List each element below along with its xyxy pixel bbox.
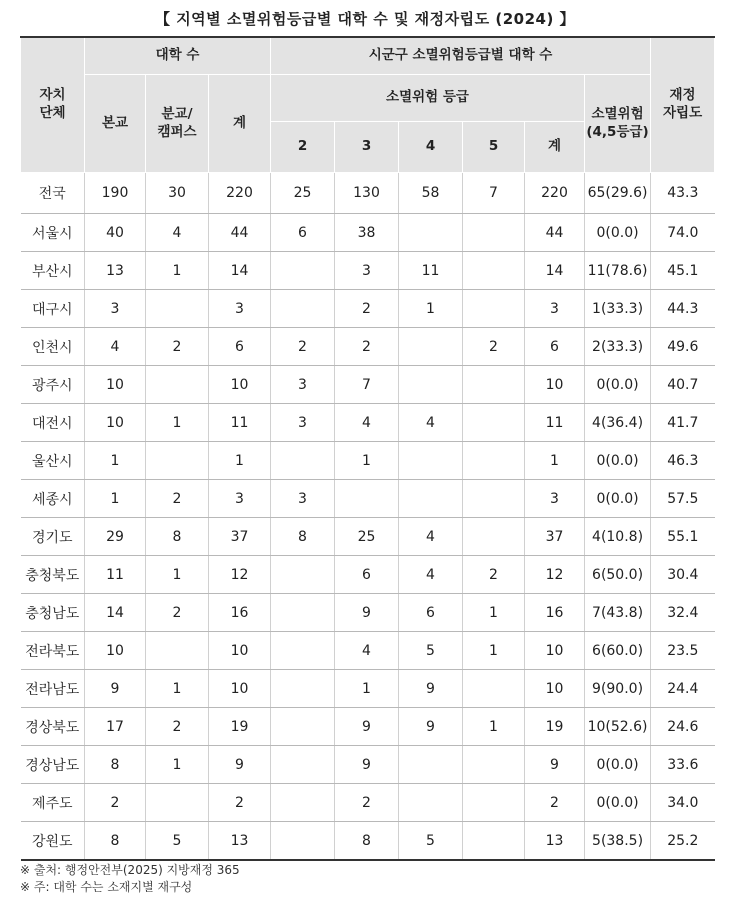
cell-main-campus: 14 [85, 594, 146, 632]
cell-main-campus: 17 [85, 708, 146, 746]
cell-region: 부산시 [21, 252, 85, 290]
table-row [21, 670, 715, 708]
cell-grade-total: 2 [525, 784, 585, 822]
cell-branch: 1 [146, 556, 209, 594]
cell-fiscal: 33.6 [651, 746, 715, 784]
cell-grade-5 [463, 670, 525, 708]
cell-risk45: 9(90.0) [585, 670, 651, 708]
table-title: 【 지역별 소멸위험등급별 대학 수 및 재정자립도 (2024) 】 [154, 10, 576, 28]
cell-grade-total: 3 [525, 290, 585, 328]
cell-grade-4: 4 [399, 404, 463, 442]
cell-branch: 1 [146, 670, 209, 708]
cell-grade-total: 9 [525, 746, 585, 784]
cell-total: 10 [209, 670, 271, 708]
cell-grade-5 [463, 404, 525, 442]
cell-main-campus: 8 [85, 746, 146, 784]
cell-risk45: 5(38.5) [585, 822, 651, 861]
table-row [21, 746, 715, 784]
cell-main-campus: 2 [85, 784, 146, 822]
cell-total: 37 [209, 518, 271, 556]
cell-grade-5 [463, 366, 525, 404]
cell-risk45: 65(29.6) [585, 173, 651, 214]
cell-grade-total: 6 [525, 328, 585, 366]
cell-region: 인천시 [21, 328, 85, 366]
cell-risk45: 0(0.0) [585, 366, 651, 404]
cell-grade-total: 10 [525, 670, 585, 708]
cell-main-campus: 10 [85, 366, 146, 404]
table-row [21, 173, 715, 214]
table-row [21, 480, 715, 518]
cell-grade-5 [463, 252, 525, 290]
cell-grade-total: 37 [525, 518, 585, 556]
header-grade-2: 2 [271, 122, 335, 173]
header-grade-total: 계 [525, 122, 585, 173]
cell-grade-4 [399, 442, 463, 480]
cell-branch: 30 [146, 173, 209, 214]
cell-fiscal: 41.7 [651, 404, 715, 442]
cell-total: 3 [209, 480, 271, 518]
cell-risk45: 0(0.0) [585, 746, 651, 784]
cell-fiscal: 46.3 [651, 442, 715, 480]
header-branch-line2: 캠퍼스 [157, 123, 197, 140]
cell-risk45: 0(0.0) [585, 442, 651, 480]
cell-grade-2 [271, 670, 335, 708]
cell-risk45: 4(36.4) [585, 404, 651, 442]
cell-region: 대전시 [21, 404, 85, 442]
cell-risk45: 1(33.3) [585, 290, 651, 328]
cell-grade-total: 11 [525, 404, 585, 442]
cell-grade-total: 19 [525, 708, 585, 746]
table-header [21, 37, 715, 173]
cell-total: 14 [209, 252, 271, 290]
cell-grade-5: 1 [463, 708, 525, 746]
header-region-line1: 자치 [39, 87, 66, 104]
cell-grade-3: 2 [335, 784, 399, 822]
header-risk45 [585, 75, 651, 173]
cell-risk45: 6(50.0) [585, 556, 651, 594]
cell-grade-2: 2 [271, 328, 335, 366]
cell-region: 세종시 [21, 480, 85, 518]
cell-region: 울산시 [21, 442, 85, 480]
cell-grade-5: 2 [463, 328, 525, 366]
cell-grade-4: 4 [399, 518, 463, 556]
cell-branch: 2 [146, 480, 209, 518]
table-row [21, 442, 715, 480]
footnotes [20, 862, 240, 896]
cell-total: 44 [209, 214, 271, 252]
cell-fiscal: 49.6 [651, 328, 715, 366]
cell-branch: 2 [146, 708, 209, 746]
cell-grade-5 [463, 290, 525, 328]
cell-grade-4: 4 [399, 556, 463, 594]
cell-branch [146, 784, 209, 822]
cell-grade-total: 3 [525, 480, 585, 518]
cell-grade-3: 4 [335, 632, 399, 670]
cell-branch: 1 [146, 746, 209, 784]
cell-region: 전라남도 [21, 670, 85, 708]
cell-fiscal: 40.7 [651, 366, 715, 404]
table-row [21, 784, 715, 822]
cell-grade-2 [271, 252, 335, 290]
header-branch [146, 75, 209, 173]
cell-branch: 1 [146, 252, 209, 290]
cell-region: 경기도 [21, 518, 85, 556]
cell-grade-5 [463, 784, 525, 822]
cell-grade-2: 3 [271, 404, 335, 442]
header-risk45-line2: (4,5등급) [586, 123, 649, 140]
cell-grade-2 [271, 556, 335, 594]
header-region [21, 37, 85, 173]
cell-main-campus: 190 [85, 173, 146, 214]
cell-risk45: 6(60.0) [585, 632, 651, 670]
cell-grade-total: 16 [525, 594, 585, 632]
cell-total: 19 [209, 708, 271, 746]
cell-grade-3: 2 [335, 328, 399, 366]
cell-grade-4: 11 [399, 252, 463, 290]
cell-grade-4: 1 [399, 290, 463, 328]
cell-fiscal: 24.6 [651, 708, 715, 746]
cell-grade-4: 5 [399, 632, 463, 670]
cell-region: 강원도 [21, 822, 85, 861]
cell-region: 제주도 [21, 784, 85, 822]
header-total: 계 [209, 75, 271, 173]
cell-grade-2 [271, 784, 335, 822]
cell-grade-4: 6 [399, 594, 463, 632]
cell-grade-3: 130 [335, 173, 399, 214]
cell-grade-5: 1 [463, 632, 525, 670]
cell-grade-total: 12 [525, 556, 585, 594]
cell-fiscal: 57.5 [651, 480, 715, 518]
cell-grade-total: 1 [525, 442, 585, 480]
table-row [21, 366, 715, 404]
header-district-count: 시군구 소멸위험등급별 대학 수 [271, 37, 651, 75]
cell-grade-3: 9 [335, 594, 399, 632]
header-fiscal-line2: 자립도 [663, 105, 703, 121]
cell-branch: 8 [146, 518, 209, 556]
cell-branch: 4 [146, 214, 209, 252]
cell-grade-4: 9 [399, 670, 463, 708]
cell-main-campus: 29 [85, 518, 146, 556]
cell-main-campus: 40 [85, 214, 146, 252]
table-row [21, 518, 715, 556]
cell-total: 9 [209, 746, 271, 784]
cell-main-campus: 1 [85, 442, 146, 480]
cell-grade-3: 9 [335, 746, 399, 784]
cell-total: 3 [209, 290, 271, 328]
cell-branch: 2 [146, 328, 209, 366]
header-grade-3: 3 [335, 122, 399, 173]
cell-grade-total: 10 [525, 366, 585, 404]
cell-risk45: 4(10.8) [585, 518, 651, 556]
cell-grade-2: 25 [271, 173, 335, 214]
cell-grade-3: 9 [335, 708, 399, 746]
cell-grade-4 [399, 480, 463, 518]
header-risk-grade: 소멸위험 등급 [271, 75, 585, 122]
cell-branch [146, 632, 209, 670]
cell-fiscal: 24.4 [651, 670, 715, 708]
cell-grade-3: 8 [335, 822, 399, 861]
table-row [21, 290, 715, 328]
cell-fiscal: 34.0 [651, 784, 715, 822]
footnote-source: ※ 출처: 행정안전부(2025) 지방재정 365 [20, 863, 240, 877]
cell-risk45: 0(0.0) [585, 480, 651, 518]
cell-branch: 2 [146, 594, 209, 632]
header-risk45-line1: 소멸위험 [591, 105, 644, 122]
cell-main-campus: 1 [85, 480, 146, 518]
cell-branch [146, 442, 209, 480]
cell-grade-5 [463, 518, 525, 556]
table-row [21, 708, 715, 746]
cell-total: 1 [209, 442, 271, 480]
cell-grade-2: 6 [271, 214, 335, 252]
header-region-line2: 단체 [39, 105, 66, 121]
cell-grade-3: 7 [335, 366, 399, 404]
cell-fiscal: 23.5 [651, 632, 715, 670]
cell-total: 220 [209, 173, 271, 214]
cell-grade-4 [399, 784, 463, 822]
cell-grade-4: 5 [399, 822, 463, 861]
cell-region: 광주시 [21, 366, 85, 404]
cell-total: 12 [209, 556, 271, 594]
cell-fiscal: 30.4 [651, 556, 715, 594]
cell-grade-5 [463, 214, 525, 252]
cell-grade-4 [399, 214, 463, 252]
table-row [21, 328, 715, 366]
cell-risk45: 0(0.0) [585, 214, 651, 252]
cell-branch: 1 [146, 404, 209, 442]
cell-grade-2 [271, 442, 335, 480]
cell-grade-total: 13 [525, 822, 585, 861]
header-univ-count: 대학 수 [85, 37, 271, 75]
cell-grade-3: 4 [335, 404, 399, 442]
cell-region: 대구시 [21, 290, 85, 328]
cell-grade-2 [271, 822, 335, 861]
cell-region: 경상북도 [21, 708, 85, 746]
cell-fiscal: 32.4 [651, 594, 715, 632]
header-fiscal-line1: 재정 [669, 87, 696, 104]
cell-grade-5 [463, 480, 525, 518]
cell-main-campus: 3 [85, 290, 146, 328]
cell-risk45: 2(33.3) [585, 328, 651, 366]
cell-grade-4: 9 [399, 708, 463, 746]
cell-grade-5 [463, 822, 525, 861]
cell-grade-2 [271, 708, 335, 746]
cell-grade-total: 14 [525, 252, 585, 290]
cell-main-campus: 11 [85, 556, 146, 594]
cell-grade-3: 3 [335, 252, 399, 290]
table-body [21, 173, 715, 861]
cell-grade-5 [463, 746, 525, 784]
cell-grade-3 [335, 480, 399, 518]
cell-grade-5: 1 [463, 594, 525, 632]
cell-grade-4 [399, 328, 463, 366]
table-row [21, 822, 715, 861]
cell-total: 13 [209, 822, 271, 861]
table-row [21, 214, 715, 252]
cell-risk45: 7(43.8) [585, 594, 651, 632]
cell-main-campus: 10 [85, 404, 146, 442]
cell-region: 전라북도 [21, 632, 85, 670]
table-row [21, 556, 715, 594]
cell-grade-4 [399, 366, 463, 404]
cell-total: 10 [209, 632, 271, 670]
cell-region: 충청북도 [21, 556, 85, 594]
cell-grade-2 [271, 746, 335, 784]
table-row [21, 632, 715, 670]
cell-grade-5: 2 [463, 556, 525, 594]
cell-main-campus: 10 [85, 632, 146, 670]
cell-grade-2: 3 [271, 480, 335, 518]
cell-risk45: 10(52.6) [585, 708, 651, 746]
data-table [20, 36, 715, 861]
cell-fiscal: 43.3 [651, 173, 715, 214]
cell-region: 서울시 [21, 214, 85, 252]
cell-grade-total: 220 [525, 173, 585, 214]
table-row [21, 404, 715, 442]
cell-grade-4 [399, 746, 463, 784]
cell-fiscal: 44.3 [651, 290, 715, 328]
table-row [21, 252, 715, 290]
cell-grade-3: 1 [335, 670, 399, 708]
cell-grade-2 [271, 632, 335, 670]
cell-region: 경상남도 [21, 746, 85, 784]
cell-total: 10 [209, 366, 271, 404]
cell-fiscal: 45.1 [651, 252, 715, 290]
header-main-campus: 본교 [85, 75, 146, 173]
cell-grade-total: 44 [525, 214, 585, 252]
cell-main-campus: 8 [85, 822, 146, 861]
cell-risk45: 0(0.0) [585, 784, 651, 822]
header-grade-4: 4 [399, 122, 463, 173]
cell-grade-3: 1 [335, 442, 399, 480]
cell-grade-total: 10 [525, 632, 585, 670]
cell-total: 11 [209, 404, 271, 442]
cell-main-campus: 13 [85, 252, 146, 290]
cell-grade-5: 7 [463, 173, 525, 214]
header-grade-5: 5 [463, 122, 525, 173]
table-row [21, 594, 715, 632]
cell-branch: 5 [146, 822, 209, 861]
cell-total: 6 [209, 328, 271, 366]
cell-fiscal: 74.0 [651, 214, 715, 252]
cell-region: 충청남도 [21, 594, 85, 632]
footnote-note: ※ 주: 대학 수는 소재지별 재구성 [20, 880, 193, 894]
cell-fiscal: 25.2 [651, 822, 715, 861]
header-branch-line1: 분교/ [161, 105, 193, 122]
cell-grade-4: 58 [399, 173, 463, 214]
cell-grade-2 [271, 290, 335, 328]
cell-grade-3: 6 [335, 556, 399, 594]
cell-grade-2: 3 [271, 366, 335, 404]
cell-main-campus: 9 [85, 670, 146, 708]
cell-main-campus: 4 [85, 328, 146, 366]
cell-total: 2 [209, 784, 271, 822]
cell-branch [146, 290, 209, 328]
cell-risk45: 11(78.6) [585, 252, 651, 290]
cell-grade-3: 2 [335, 290, 399, 328]
cell-total: 16 [209, 594, 271, 632]
cell-grade-3: 38 [335, 214, 399, 252]
header-fiscal [651, 37, 715, 173]
cell-branch [146, 366, 209, 404]
cell-grade-2 [271, 594, 335, 632]
cell-fiscal: 55.1 [651, 518, 715, 556]
cell-grade-3: 25 [335, 518, 399, 556]
cell-region: 전국 [21, 173, 85, 214]
cell-grade-5 [463, 442, 525, 480]
cell-grade-2: 8 [271, 518, 335, 556]
